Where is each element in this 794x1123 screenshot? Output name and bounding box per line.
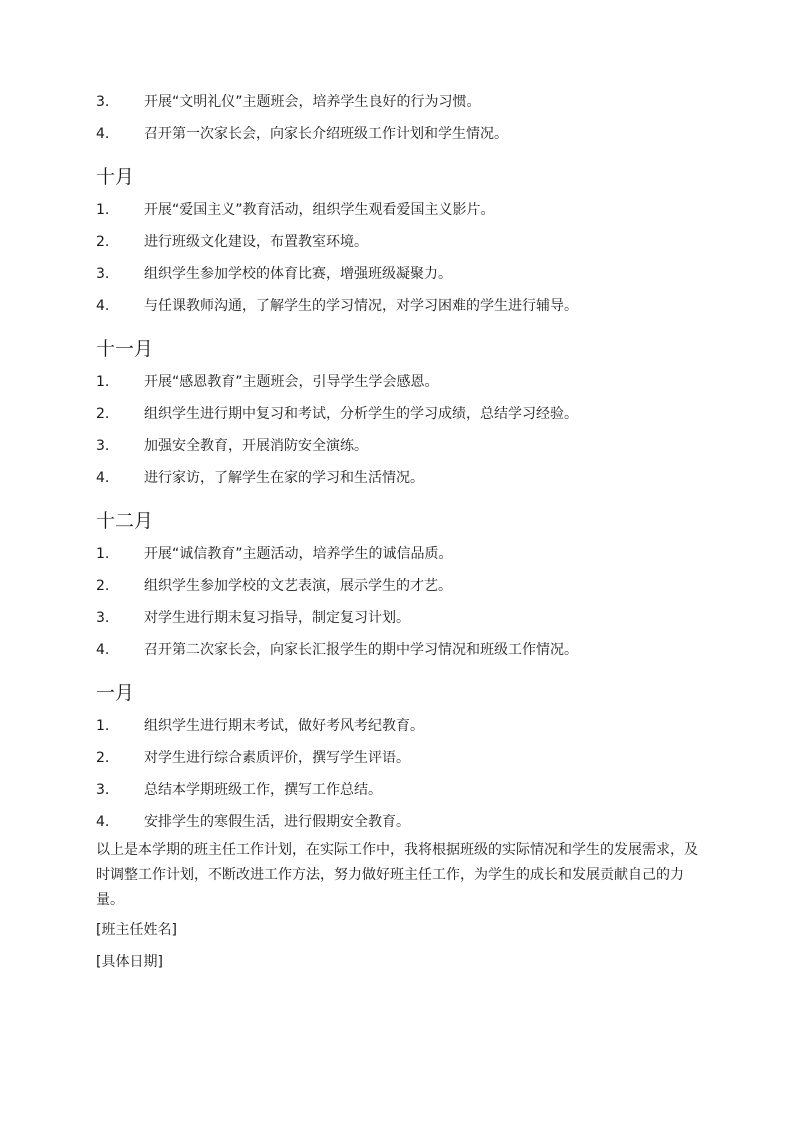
- item-number: 4.: [96, 298, 110, 314]
- section-november: [96, 336, 706, 488]
- closing-paragraph: 以上是本学期的班主任工作计划，在实际工作中，我将根据班级的实际情况和学生的发展需求，及时调整工作计划，不断改进工作方法，努力做好班主任工作，为学生的成长和发展贡献自己的力量。: [96, 842, 698, 908]
- section-january: [96, 680, 706, 832]
- item-number: 2.: [96, 578, 110, 594]
- list-item: [96, 576, 706, 596]
- item-text: 组织学生参加学校的体育比赛，增强班级凝聚力。: [144, 266, 452, 282]
- intro-list: [96, 92, 706, 144]
- item-number: 1.: [96, 374, 110, 390]
- item-text: 对学生进行综合素质评价，撰写学生评语。: [144, 750, 410, 766]
- item-number: 4.: [96, 642, 110, 658]
- item-number: 4.: [96, 814, 110, 830]
- item-text: 总结本学期班级工作，撰写工作总结。: [144, 782, 382, 798]
- section-december: [96, 508, 706, 660]
- signature-name: [班主任姓名]: [96, 922, 177, 938]
- list-item: [96, 640, 706, 660]
- item-text: 进行班级文化建设，布置教室环境。: [144, 234, 368, 250]
- section-heading: 十月: [96, 166, 135, 188]
- item-number: 1.: [96, 546, 110, 562]
- item-number: 4.: [96, 126, 110, 142]
- list-item: [96, 780, 706, 800]
- list-item: [96, 200, 706, 220]
- section-october: [96, 164, 706, 316]
- list-item: [96, 296, 706, 316]
- item-number: 1.: [96, 202, 110, 218]
- item-number: 2.: [96, 406, 110, 422]
- list-item: [96, 232, 706, 252]
- item-text: 加强安全教育，开展消防安全演练。: [144, 438, 368, 454]
- item-text: 与任课教师沟通，了解学生的学习情况，对学习困难的学生进行辅导。: [144, 298, 578, 314]
- item-text: 进行家访，了解学生在家的学习和生活情况。: [144, 470, 424, 486]
- item-number: 2.: [96, 750, 110, 766]
- list-item: [96, 92, 706, 112]
- list-item: [96, 716, 706, 736]
- list-item: [96, 264, 706, 284]
- list-item: [96, 124, 706, 144]
- list-item: [96, 812, 706, 832]
- item-number: 3.: [96, 610, 110, 626]
- item-text: 开展“爱国主义”教育活动，组织学生观看爱国主义影片。: [144, 202, 495, 218]
- list-item: [96, 372, 706, 392]
- item-text: 开展“感恩教育”主题班会，引导学生学会感恩。: [144, 374, 439, 390]
- section-heading: 一月: [96, 682, 135, 704]
- item-text: 召开第一次家长会，向家长介绍班级工作计划和学生情况。: [144, 126, 508, 142]
- item-text: 对学生进行期末复习指导，制定复习计划。: [144, 610, 410, 626]
- item-text: 召开第二次家长会，向家长汇报学生的期中学习情况和班级工作情况。: [144, 642, 578, 658]
- section-heading: 十一月: [96, 338, 154, 360]
- item-text: 组织学生参加学校的文艺表演，展示学生的才艺。: [144, 578, 452, 594]
- item-number: 3.: [96, 94, 110, 110]
- list-item: [96, 748, 706, 768]
- item-number: 2.: [96, 234, 110, 250]
- list-item: [96, 436, 706, 456]
- item-text: 开展“文明礼仪”主题班会，培养学生良好的行为习惯。: [144, 94, 481, 110]
- list-item: [96, 608, 706, 628]
- list-item: [96, 404, 706, 424]
- section-heading: 十二月: [96, 510, 154, 532]
- item-text: 组织学生进行期中复习和考试，分析学生的学习成绩，总结学习经验。: [144, 406, 578, 422]
- list-item: [96, 468, 706, 488]
- item-number: 4.: [96, 470, 110, 486]
- item-number: 1.: [96, 718, 110, 734]
- item-number: 3.: [96, 782, 110, 798]
- item-text: 开展“诚信教育”主题活动，培养学生的诚信品质。: [144, 546, 453, 562]
- signature-date: [具体日期]: [96, 954, 163, 970]
- item-text: 安排学生的寒假生活，进行假期安全教育。: [144, 814, 410, 830]
- list-item: [96, 544, 706, 564]
- item-text: 组织学生进行期末考试，做好考风考纪教育。: [144, 718, 424, 734]
- item-number: 3.: [96, 266, 110, 282]
- document-page: [96, 92, 706, 984]
- item-number: 3.: [96, 438, 110, 454]
